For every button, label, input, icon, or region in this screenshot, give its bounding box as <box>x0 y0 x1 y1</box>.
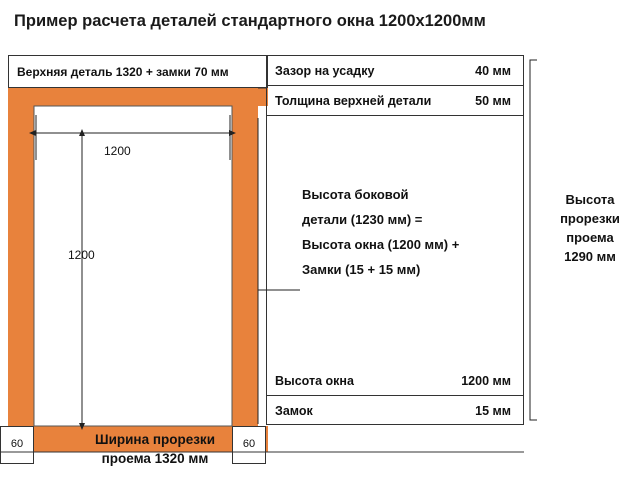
row-value: 1200 мм <box>461 374 511 388</box>
row-value: 15 мм <box>475 404 511 418</box>
frame-right-post <box>232 88 258 426</box>
row-label: Высота окна <box>275 374 354 388</box>
top-detail-label: Верхняя деталь 1320 + замки 70 мм <box>17 65 229 79</box>
row-value: 50 мм <box>475 94 511 108</box>
top-detail-box <box>8 55 268 88</box>
opening-height-note <box>545 190 635 266</box>
frame-left-post <box>8 88 34 426</box>
opening-height-note-line-2: прорезки <box>560 211 620 226</box>
height-dimension-label: 1200 <box>68 248 95 262</box>
opening-height-note-line-4: 1290 мм <box>564 249 616 264</box>
row-value: 40 мм <box>475 64 511 78</box>
width-dimension-label: 1200 <box>104 144 131 158</box>
callout-line-4: Замки (15 + 15 мм) <box>302 262 421 277</box>
side-detail-callout <box>302 182 459 282</box>
table-row <box>267 86 523 116</box>
callout-line-2: детали (1230 мм) = <box>302 212 423 227</box>
opening-width-note-line-2: проема 1320 мм <box>101 451 209 466</box>
opening-height-note-line-3: проема <box>566 230 614 245</box>
frame-top-beam <box>8 88 268 106</box>
table-row <box>267 56 523 86</box>
table-row <box>267 366 523 396</box>
opening-width-note-line-1: Ширина прорезки <box>95 432 215 447</box>
left-gap-label: 60 <box>10 438 24 450</box>
left-gap-block <box>0 426 34 464</box>
page-title: Пример расчета деталей стандартного окна 1200х1200мм <box>14 12 486 30</box>
row-label: Зазор на усадку <box>275 64 375 78</box>
opening-height-note-line-1: Высота <box>565 192 615 207</box>
row-label: Толщина верхней детали <box>275 94 432 108</box>
callout-line-3: Высота окна (1200 мм) + <box>302 237 460 252</box>
opening-width-note <box>70 430 240 468</box>
callout-line-1: Высота боковой <box>302 187 409 202</box>
table-row <box>267 396 523 426</box>
row-label: Замок <box>275 404 313 418</box>
right-gap-label: 60 <box>242 438 256 450</box>
